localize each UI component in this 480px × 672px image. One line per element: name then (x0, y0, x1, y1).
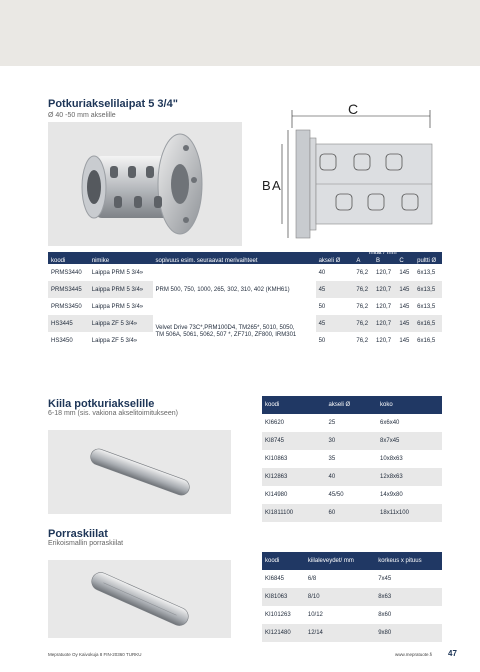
product-title-laipat: Potkuriakselilaipat 5 3/4" (48, 98, 178, 110)
sopivuus-prm: PRM 500, 750, 1000, 265, 302, 310, 402 (KMH61) (155, 286, 290, 293)
table-row: KI14980 45/50 14x9x80 (265, 492, 403, 498)
col-akseli: mitat / mm akseli Ø (316, 252, 354, 264)
dim-c-label: C (348, 104, 359, 117)
key-photo (48, 430, 231, 514)
table-row: HS3445 Laippa ZF 5 3/4» Velvet Drive 73C*,PRM100D4, TM265*, 5010, 5050, TM 506A, 5061, 5062, 507 *, ZF710, ZF800, IRM301 45 76,2 120,7 145 6x16,5 (48, 315, 442, 332)
table-row: PRMS3445 Laippa PRM 5 3/4» 45 76,2 120,7 145 6x13,5 (48, 281, 442, 298)
table-row: KI8745 30 8x7x45 (262, 432, 442, 450)
product-subtitle-laipat: Ø 40 -50 mm akselille (48, 112, 116, 119)
table-row: KI81063 8/10 8x63 (262, 588, 442, 606)
table-row: KI12863 40 12x8x63 (262, 468, 442, 486)
table-row: KI10863 35 10x8x63 (265, 456, 403, 462)
col-nimike: nimike (89, 252, 153, 264)
flange-photo (48, 122, 242, 246)
table-row: KI101263 10/12 8x60 (265, 612, 392, 618)
flange-table (48, 252, 442, 349)
table-row: HS3450 Laippa ZF 5 3/4» 50 76,2 120,7 145 6x16,5 (51, 337, 436, 344)
table-row: KI6845 6/8 7x45 (265, 576, 392, 582)
product-title-kiila: Kiila potkuriakselille (48, 398, 155, 410)
col-pultti: pultti Ø (414, 252, 442, 264)
col-c: C (396, 252, 414, 264)
top-band (0, 0, 480, 66)
technical-drawing (258, 104, 434, 240)
porraskiila-table: koodi kiilaleveydet/ mm korkeus x pituus KI6845 6/8 7x45 KI81063 8/10 8x63 KI101263 10/12 8x60 KI121480 12/14 9x80 (262, 552, 442, 642)
footer-address: Mepratuote Oy Kaivokuja 8 FIN-20360 TURKU (48, 652, 142, 657)
sopivuus-zf: Velvet Drive 73C*,PRM100D4, TM265*, 5010, 5050, TM 506A, 5061, 5062, 507 *, ZF710, ZF800, IRM301 (153, 315, 316, 349)
table-row: PRMS3450 Laippa PRM 5 3/4» 50 76,2 120,7 145 6x13,5 (51, 303, 436, 310)
col-a: A (353, 252, 373, 264)
page-number: 47 (448, 649, 457, 658)
product-subtitle-kiila: 6-18 mm (sis. vakiona akselitoimitukseen) (48, 410, 178, 417)
table-row: PRMS3440 Laippa PRM 5 3/4» PRM 500, 750, 1000, 265, 302, 310, 402 (KMH61) 40 76,2 120,7 145 6x13,5 (48, 264, 442, 281)
product-subtitle-porraskiilat: Erikoismallin porraskiilat (48, 540, 124, 547)
flange-image (48, 122, 242, 246)
col-koodi: koodi (48, 252, 89, 264)
product-title-porraskiilat: Porraskiilat (48, 528, 108, 540)
footer-url[interactable]: www.mepratuote.fi (395, 652, 433, 657)
table-row: KI1811100 60 18x11x100 (262, 504, 442, 522)
kiila-table: koodi akseli Ø koko KI6620 25 6x6x40 KI8745 30 8x7x45 KI10863 35 10x8x63 KI12863 40 12x8x63 KI14980 45/50 14x9x80 KI1811100 60 18x11x100 (262, 396, 442, 522)
col-b: B (373, 252, 396, 264)
col-sopivuus: sopivuus esim. seuraavat merivaihteet (153, 252, 316, 264)
dim-a-label: A (272, 178, 281, 193)
stepped-key-photo (48, 560, 231, 638)
table-row: KI6620 25 6x6x40 (265, 420, 400, 426)
dim-b-label: B (262, 178, 271, 193)
mitat-label: mitat / mm (368, 250, 397, 256)
table-row: KI121480 12/14 9x80 (262, 624, 442, 642)
